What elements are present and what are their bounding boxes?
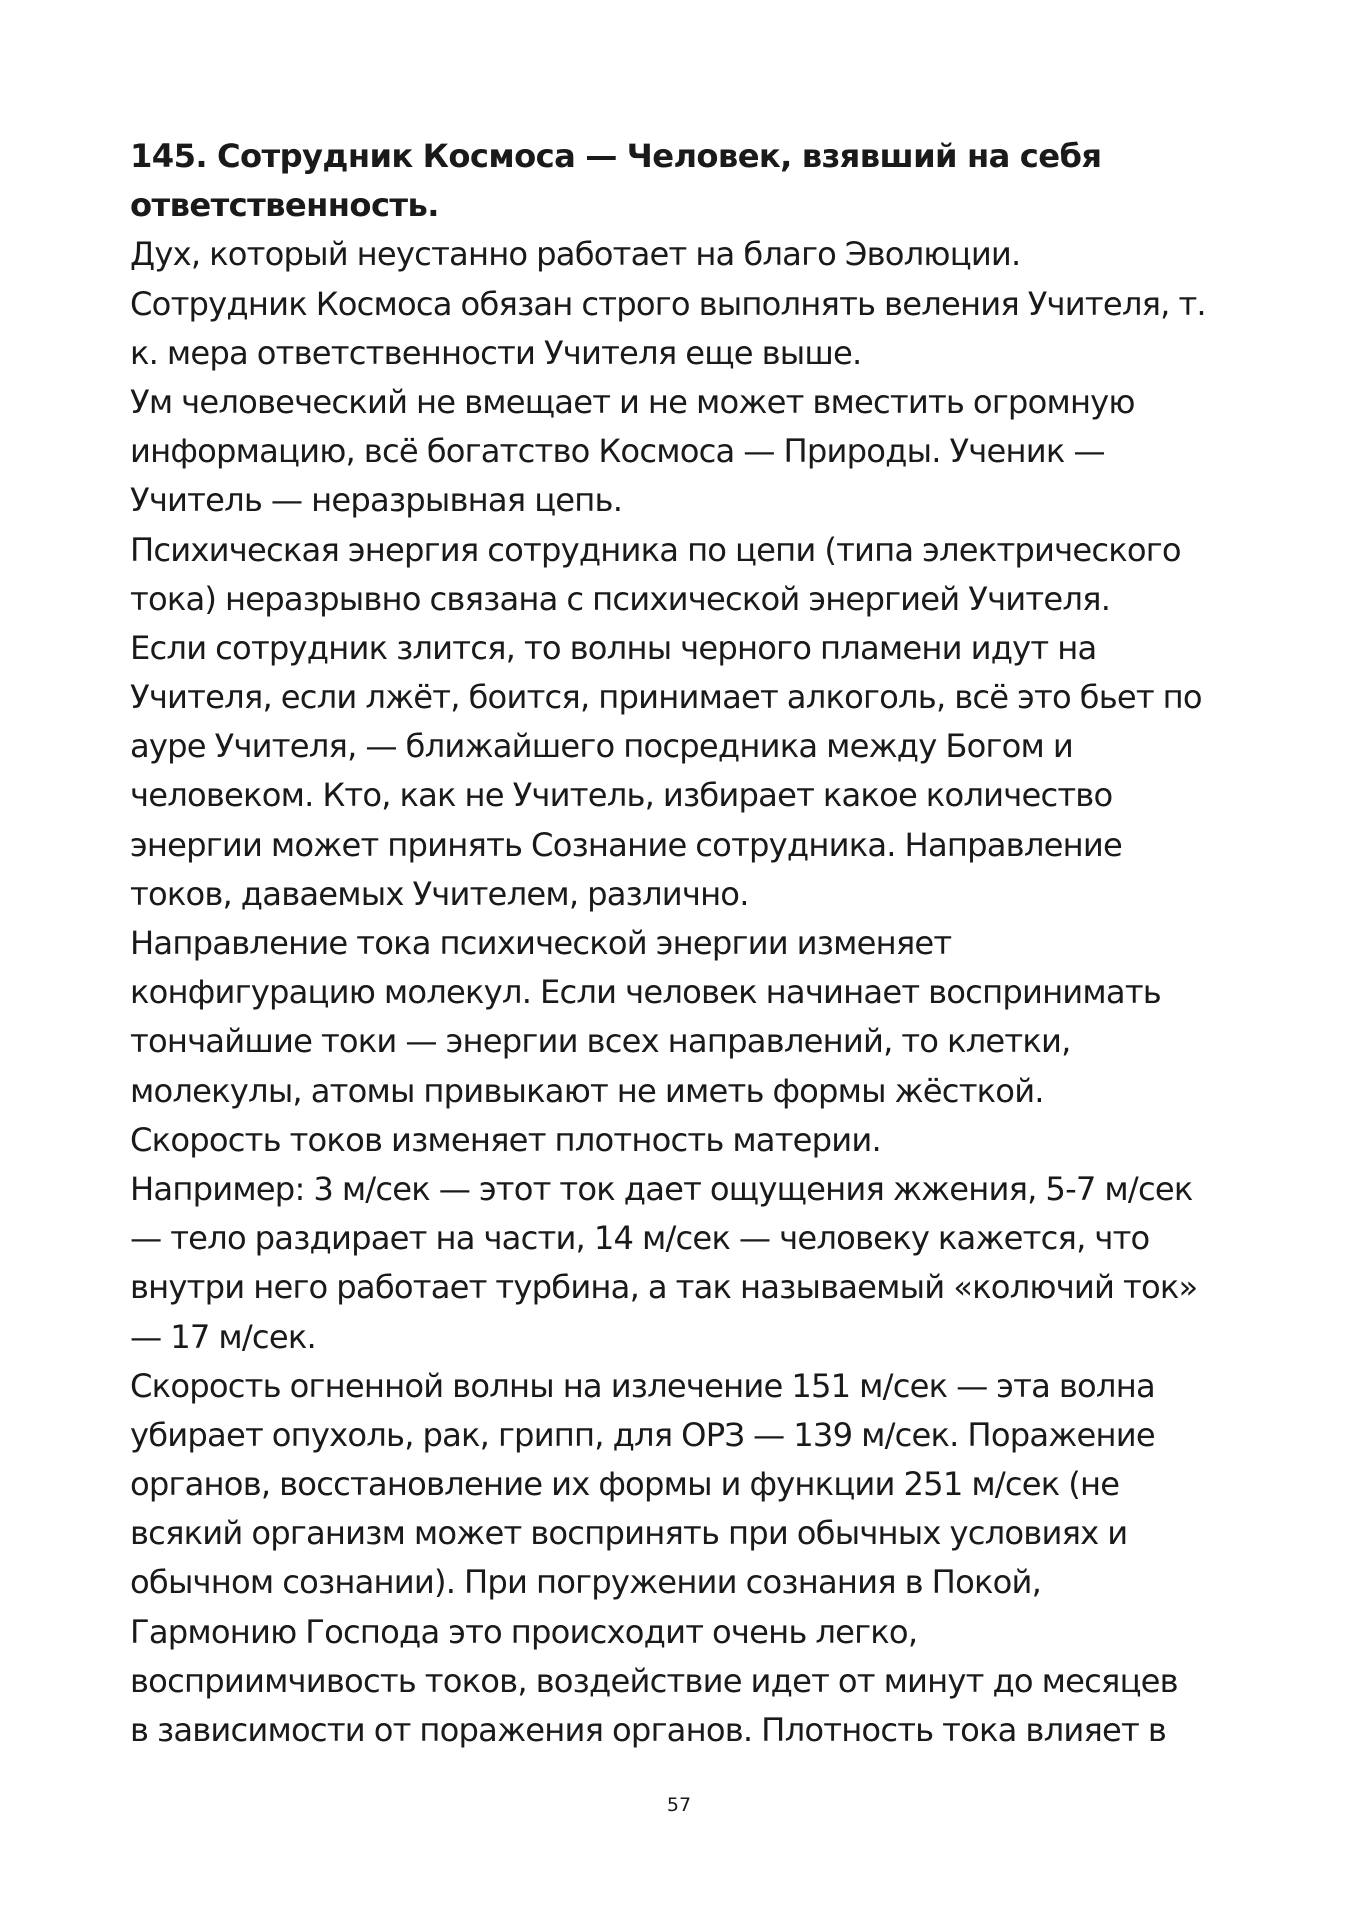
page-content (130, 132, 1240, 1755)
body-line: Скорость огненной волны на излечение 151 м/сек — эта волна (130, 1366, 1155, 1405)
body-line: всякий организм может воспринять при обычных условиях и (130, 1514, 1128, 1553)
body-line: Гармонию Господа это происходит очень легко, (130, 1612, 918, 1651)
body-line: тончайшие токи — энергии всех направлений, то клетки, (130, 1022, 1071, 1061)
body-line: Например: 3 м/сек — этот ток дает ощущения жжения, 5-7 м/сек (130, 1169, 1193, 1208)
body-line: Учитель — неразрывная цепь. (130, 481, 623, 520)
body-text (130, 230, 1240, 1755)
body-line: молекулы, атомы привыкают не иметь формы жёсткой. (130, 1071, 1044, 1110)
body-line: человеком. Кто, как не Учитель, избирает какое количество (130, 776, 1113, 815)
body-line: внутри него работает турбина, а так называемый «колючий ток» (130, 1268, 1198, 1307)
body-line: ауре Учителя, — ближайшего посредника между Богом и (130, 727, 1073, 766)
body-line: Если сотрудник злится, то волны черного пламени идут на (130, 628, 1097, 667)
body-line: конфигурацию молекул. Если человек начинает воспринимать (130, 973, 1161, 1012)
body-line: органов, восстановление их формы и функции 251 м/сек (не (130, 1465, 1120, 1504)
body-line: Направление тока психической энергии изменяет (130, 924, 952, 962)
body-line: убирает опухоль, рак, грипп, для ОРЗ — 139 м/сек. Поражение (130, 1415, 1155, 1454)
body-line: токов, даваемых Учителем, различно. (130, 874, 749, 913)
body-line: — 17 м/сек. (130, 1317, 316, 1356)
heading-line: ответственность. (130, 186, 439, 225)
body-line: Сотрудник Космоса обязан строго выполнять веления Учителя, т. (130, 284, 1206, 323)
body-line: тока) неразрывно связана с психической энергией Учителя. (130, 579, 1111, 618)
page-number: 57 (666, 1794, 692, 1816)
body-line: обычном сознании). При погружении сознания в Покой, (130, 1563, 1042, 1602)
body-line: информацию, всё богатство Космоса — Природы. Ученик — (130, 432, 1105, 471)
body-line: в зависимости от поражения органов. Плотность тока влияет в (130, 1711, 1166, 1749)
body-line: Скорость токов изменяет плотность материи. (130, 1120, 881, 1159)
section-heading (130, 132, 1240, 230)
body-line: Ум человеческий не вмещает и не может вместить огромную (130, 382, 1135, 421)
body-line: Учителя, если лжёт, боится, принимает алкоголь, всё это бьет по (130, 678, 1202, 717)
body-line: восприимчивость токов, воздействие идет от минут до месяцев (130, 1661, 1178, 1700)
body-line: Дух, который неустанно работает на благо Эволюции. (130, 235, 1021, 274)
body-line: к. мера ответственности Учителя еще выше. (130, 333, 862, 372)
body-line: — тело раздирает на части, 14 м/сек — человеку кажется, что (130, 1219, 1150, 1258)
heading-line: 145. Сотрудник Космоса — Человек, взявший на себя (130, 137, 1102, 175)
body-line: энергии может принять Сознание сотрудника. Направление (130, 825, 1122, 864)
body-line: Психическая энергия сотрудника по цепи (типа электрического (130, 530, 1181, 569)
